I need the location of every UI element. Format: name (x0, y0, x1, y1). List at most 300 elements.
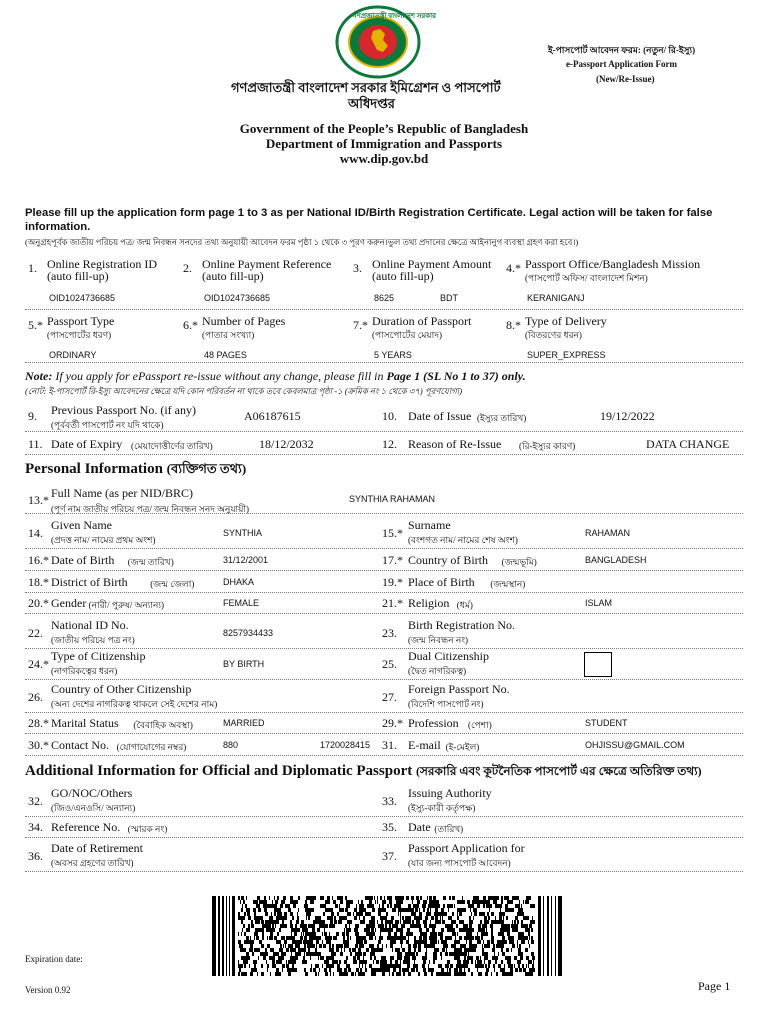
field-label: Place of Birth (408, 575, 475, 589)
barcode-module (359, 964, 360, 968)
barcode-module (358, 912, 359, 916)
barcode-module (356, 940, 357, 944)
barcode-module (400, 960, 401, 964)
note-bold: Page 1 (SL No 1 to 37) only. (386, 369, 526, 383)
barcode-module (495, 956, 496, 960)
barcode-module (456, 972, 459, 976)
field-label: Given Name (51, 518, 112, 532)
barcode-module (477, 968, 478, 972)
field-value[interactable]: FEMALE (223, 598, 260, 608)
barcode-module (441, 908, 442, 912)
barcode-module (454, 972, 456, 976)
barcode-module (447, 944, 448, 948)
barcode-module (338, 920, 341, 924)
barcode-module (270, 932, 272, 936)
barcode-module (459, 936, 462, 940)
barcode-module (485, 964, 487, 968)
barcode-module (487, 944, 490, 948)
barcode-module (438, 920, 441, 924)
field-value[interactable]: SUPER_EXPRESS (527, 350, 606, 360)
barcode-module (441, 956, 442, 960)
barcode-module (372, 908, 375, 912)
field-label: Birth Registration No. (408, 618, 515, 632)
field-value[interactable]: 18/12/2032 (259, 437, 314, 451)
barcode-module (467, 900, 470, 904)
barcode-module (525, 936, 528, 940)
additional-info-title-en: Additional Information for Official and Diplomatic Passport (25, 763, 413, 779)
barcode-module (342, 944, 343, 948)
barcode-module (309, 916, 310, 920)
barcode-module (290, 968, 292, 972)
barcode-module (519, 936, 522, 940)
barcode-module (452, 932, 453, 936)
barcode-module (266, 960, 267, 964)
barcode-module (522, 936, 525, 940)
header-en-line2: Department of Immigration and Passports (265, 136, 503, 151)
barcode-module (306, 912, 309, 916)
field-value[interactable]: 31/12/2001 (223, 555, 269, 565)
barcode-module (435, 920, 437, 924)
barcode-module (416, 968, 417, 972)
dotted-rule (25, 362, 743, 363)
barcode-module (329, 944, 331, 948)
field-value[interactable]: 19/12/2022 (600, 409, 655, 423)
barcode-module (305, 968, 306, 972)
field-value[interactable]: 8257934433 (223, 628, 274, 638)
barcode-module (486, 928, 487, 932)
barcode-module (287, 904, 290, 908)
barcode-module (284, 940, 287, 944)
barcode-module (308, 916, 309, 920)
barcode-module (395, 948, 396, 952)
barcode-module (339, 908, 342, 912)
barcode-module (427, 896, 428, 900)
barcode-module (326, 940, 329, 944)
barcode-module (400, 900, 403, 904)
barcode-module (268, 920, 271, 924)
field-value[interactable]: DATA CHANGE (646, 437, 730, 451)
barcode-module (508, 956, 511, 960)
barcode-module (461, 920, 463, 924)
barcode-module (267, 928, 269, 932)
barcode-module (369, 936, 372, 940)
barcode-module (409, 956, 410, 960)
barcode-module (503, 912, 505, 916)
barcode-module (430, 944, 431, 948)
barcode-module (410, 924, 411, 928)
barcode-module (263, 952, 265, 956)
barcode-module (248, 916, 250, 920)
barcode-module (400, 936, 403, 940)
barcode-module (442, 920, 445, 924)
barcode-module (485, 972, 488, 976)
barcode-module (425, 924, 426, 928)
field-label: Country of Other Citizenship (51, 682, 192, 696)
field-value[interactable]: KERANIGANJ (527, 293, 585, 303)
barcode-module (270, 904, 271, 908)
barcode-module (519, 960, 521, 964)
field-value[interactable]: ORDINARY (49, 350, 97, 360)
field-label: Profession (408, 716, 459, 730)
barcode-module (365, 896, 366, 900)
barcode-module (402, 916, 404, 920)
instruction-bn: (অনুগ্রহপূর্বক জাতীয় পরিচয় পত্র/ জন্ম নিবন্ধন সনদের তথ্য অনুযায়ী আবেদন ফরম পৃষ্ঠা ১ থেকে ৩ পূরণ করুন।ভুল তথ্য প্রদানের ক্ষেত্রে আইনানুগ ব্যবস্থা গ্রহণ করা হবে।) (25, 237, 579, 247)
barcode-module (403, 968, 406, 972)
barcode-module (404, 972, 405, 976)
barcode-module (319, 924, 322, 928)
barcode-module (267, 964, 269, 968)
barcode-module (395, 920, 396, 924)
barcode-module (415, 936, 416, 940)
barcode-module (293, 904, 296, 908)
barcode-module (502, 944, 504, 948)
barcode-module (314, 952, 315, 956)
barcode-module (291, 928, 292, 932)
field-label: Issuing Authority (408, 786, 492, 800)
barcode-module (303, 932, 304, 936)
barcode-module (355, 944, 356, 948)
barcode-module (310, 968, 312, 972)
field-label: Passport Type (47, 314, 115, 328)
barcode-module (246, 956, 249, 960)
barcode-module (370, 896, 373, 900)
barcode-module (429, 924, 431, 928)
barcode-module (276, 904, 277, 908)
barcode-module (340, 952, 343, 956)
barcode-module (429, 960, 430, 964)
field-value[interactable]: OID1024736685 (49, 293, 116, 303)
barcode-module (276, 952, 278, 956)
barcode-module (256, 904, 258, 908)
barcode-module (348, 928, 351, 932)
field-label: Previous Passport No. (if any) (51, 403, 196, 417)
barcode-module (491, 940, 492, 944)
barcode-module (279, 908, 281, 912)
field-value[interactable]: MARRIED (223, 718, 265, 728)
barcode-module (377, 968, 378, 972)
field-sublabel: (যার জন্য পাসপোর্ট আবেদন) (408, 858, 511, 868)
barcode-module (381, 956, 382, 960)
barcode-module (481, 932, 484, 936)
barcode-module (290, 944, 293, 948)
barcode-module (384, 896, 385, 900)
barcode-module (450, 964, 453, 968)
barcode-module (497, 920, 500, 924)
barcode-module (414, 964, 415, 968)
barcode-module (397, 896, 400, 900)
field-sublabel: (স্মারক নং) (127, 824, 168, 834)
barcode-module (525, 972, 527, 976)
barcode-module (272, 956, 275, 960)
barcode-module (456, 964, 458, 968)
barcode-module (528, 964, 529, 968)
barcode-module (318, 952, 320, 956)
field-value[interactable]: BANGLADESH (585, 555, 647, 565)
barcode-module (505, 956, 506, 960)
barcode-module (261, 964, 263, 968)
barcode-module (471, 948, 473, 952)
barcode-module (434, 896, 435, 900)
dotted-rule (25, 755, 743, 756)
barcode-module (424, 972, 425, 976)
barcode-module (517, 904, 520, 908)
barcode-module (339, 960, 341, 964)
barcode-module (456, 968, 458, 972)
barcode-module (351, 900, 353, 904)
barcode-module (380, 896, 382, 900)
barcode-module (467, 948, 468, 952)
barcode-module (390, 904, 392, 908)
barcode-module (406, 956, 409, 960)
barcode-module (459, 968, 462, 972)
barcode-module (523, 940, 525, 944)
barcode-module (349, 924, 350, 928)
field-value[interactable]: 5 YEARS (374, 350, 412, 360)
dotted-rule (25, 871, 743, 872)
barcode-module (415, 944, 417, 948)
barcode-module (418, 920, 420, 924)
barcode-module (245, 904, 247, 908)
barcode-module (339, 972, 342, 976)
barcode-module (251, 924, 254, 928)
barcode-module (346, 932, 349, 936)
field-value[interactable]: SYNTHIA (223, 528, 263, 538)
barcode-module (500, 908, 501, 912)
barcode-module (278, 912, 280, 916)
barcode-module (291, 924, 293, 928)
field-value[interactable]: DHAKA (223, 577, 255, 587)
barcode-module (315, 932, 316, 936)
barcode-module (434, 956, 437, 960)
barcode-module (313, 968, 316, 972)
barcode-module (394, 924, 397, 928)
barcode-module (457, 912, 458, 916)
barcode-module (367, 932, 370, 936)
barcode-module (441, 928, 444, 932)
barcode-module (295, 968, 297, 972)
barcode-module (485, 956, 487, 960)
barcode-module (280, 944, 282, 948)
barcode-module (396, 948, 397, 952)
barcode-module (508, 960, 511, 964)
barcode-module (315, 916, 318, 920)
barcode-module (246, 908, 247, 912)
barcode-bar (229, 896, 230, 976)
barcode-module (425, 972, 427, 976)
barcode-module (330, 972, 331, 976)
barcode-module (383, 908, 384, 912)
field-value[interactable]: ISLAM (585, 598, 613, 608)
barcode-module (325, 908, 328, 912)
barcode-module (425, 900, 427, 904)
field-sublabel: (জন্মস্থান) (490, 579, 526, 589)
field-sublabel: (পূর্ণ নাম জাতীয় পরিচয় পত্র/ জন্ম নিবন্ধন সনদ অনুযায়ী) (51, 504, 250, 514)
barcode-module (241, 932, 242, 936)
barcode-module (528, 928, 530, 932)
barcode-module (277, 932, 279, 936)
field-label: Dual Citizenship (408, 649, 489, 663)
field-value[interactable]: A06187615 (244, 409, 301, 423)
barcode-module (402, 896, 404, 900)
barcode-module (406, 916, 408, 920)
barcode-module (477, 904, 480, 908)
dotted-rule (25, 513, 743, 514)
barcode-module (297, 912, 298, 916)
field-value[interactable]: BY BIRTH (223, 659, 265, 669)
barcode-module (315, 964, 317, 968)
barcode-module (302, 928, 304, 932)
barcode-module (325, 900, 327, 904)
field-value[interactable]: OHJISSU@GMAIL.COM (585, 740, 685, 750)
barcode-module (412, 920, 414, 924)
barcode-module (511, 936, 514, 940)
barcode-module (275, 972, 278, 976)
barcode-module (366, 912, 369, 916)
barcode-module (501, 932, 504, 936)
barcode-module (494, 952, 495, 956)
barcode-module (407, 928, 408, 932)
barcode-module (433, 936, 435, 940)
barcode-module (493, 900, 494, 904)
barcode-module (244, 972, 247, 976)
barcode-module (429, 900, 432, 904)
barcode-module (419, 908, 420, 912)
barcode-module (316, 920, 317, 924)
barcode-module (279, 928, 281, 932)
barcode-module (329, 948, 331, 952)
barcode-module (423, 968, 425, 972)
barcode-module (290, 936, 291, 940)
barcode-module (408, 972, 411, 976)
barcode-module (500, 920, 502, 924)
barcode-module (337, 964, 340, 968)
barcode-module (481, 936, 483, 940)
barcode-module (419, 916, 422, 920)
barcode-module (497, 940, 499, 944)
barcode-module (456, 952, 458, 956)
barcode-module (509, 924, 510, 928)
barcode-module (289, 936, 290, 940)
barcode-module (505, 908, 508, 912)
barcode-module (457, 960, 458, 964)
barcode-module (308, 952, 309, 956)
barcode-module (462, 952, 464, 956)
barcode-module (384, 960, 385, 964)
barcode-module (426, 920, 427, 924)
barcode-module (311, 924, 313, 928)
barcode-module (402, 948, 405, 952)
barcode-module (279, 948, 280, 952)
barcode-module (271, 912, 272, 916)
barcode-module (408, 908, 410, 912)
barcode-module (318, 964, 319, 968)
barcode-module (459, 912, 462, 916)
barcode-module (492, 920, 493, 924)
field-value[interactable]: 48 PAGES (204, 350, 247, 360)
barcode-module (489, 908, 490, 912)
note-line (25, 369, 526, 384)
barcode-module (502, 920, 504, 924)
barcode-module (518, 964, 519, 968)
barcode-module (360, 968, 362, 972)
barcode-module (283, 964, 284, 968)
barcode-bar (538, 896, 541, 976)
barcode-module (461, 952, 462, 956)
barcode-module (390, 944, 393, 948)
barcode-module (283, 944, 284, 948)
barcode-module (432, 932, 433, 936)
field-value[interactable]: RAHAMAN (585, 528, 631, 538)
barcode-module (414, 916, 416, 920)
barcode-module (339, 968, 342, 972)
barcode-module (349, 900, 351, 904)
barcode-module (440, 964, 441, 968)
barcode-module (432, 928, 434, 932)
barcode-module (386, 964, 389, 968)
barcode-module (375, 928, 376, 932)
barcode-module (395, 940, 396, 944)
barcode-module (514, 956, 515, 960)
field-value[interactable]: 8625 (374, 293, 395, 303)
dual-citizenship-checkbox[interactable] (584, 652, 612, 677)
barcode-module (291, 952, 292, 956)
barcode-module (344, 916, 347, 920)
header-website[interactable]: www.dip.gov.bd (339, 151, 429, 166)
barcode-module (309, 912, 311, 916)
barcode-module (501, 896, 503, 900)
barcode-module (295, 944, 296, 948)
barcode-module (306, 896, 307, 900)
barcode-module (377, 896, 378, 900)
barcode-module (258, 948, 260, 952)
barcode-module (439, 972, 441, 976)
barcode-module (480, 928, 483, 932)
barcode-module (515, 920, 516, 924)
field-number: 4.* (506, 261, 521, 275)
barcode-module (259, 928, 262, 932)
barcode-module (437, 920, 438, 924)
barcode-module (291, 960, 294, 964)
barcode-module (391, 928, 393, 932)
barcode-module (307, 928, 308, 932)
barcode-module (433, 956, 434, 960)
barcode-module (288, 972, 290, 976)
pdf417-barcode (212, 896, 562, 976)
barcode-module (460, 900, 463, 904)
field-value-secondary[interactable]: 1720028415 (320, 740, 371, 750)
barcode-module (459, 920, 460, 924)
barcode-module (425, 952, 427, 956)
field-value[interactable]: 880 (223, 740, 239, 750)
barcode-module (460, 920, 461, 924)
barcode-module (370, 932, 373, 936)
barcode-module (509, 936, 511, 940)
barcode-module (360, 920, 361, 924)
full-name-value[interactable]: SYNTHIA RAHAMAN (349, 494, 436, 504)
barcode-module (345, 908, 348, 912)
field-value[interactable]: OID1024736685 (204, 293, 271, 303)
barcode-module (440, 952, 442, 956)
barcode-module (272, 936, 273, 940)
barcode-module (332, 964, 334, 968)
field-value[interactable]: STUDENT (585, 718, 628, 728)
barcode-module (355, 952, 357, 956)
barcode-module (459, 972, 461, 976)
barcode-module (363, 960, 366, 964)
barcode-module (430, 920, 431, 924)
barcode-module (350, 936, 351, 940)
barcode-module (416, 940, 418, 944)
